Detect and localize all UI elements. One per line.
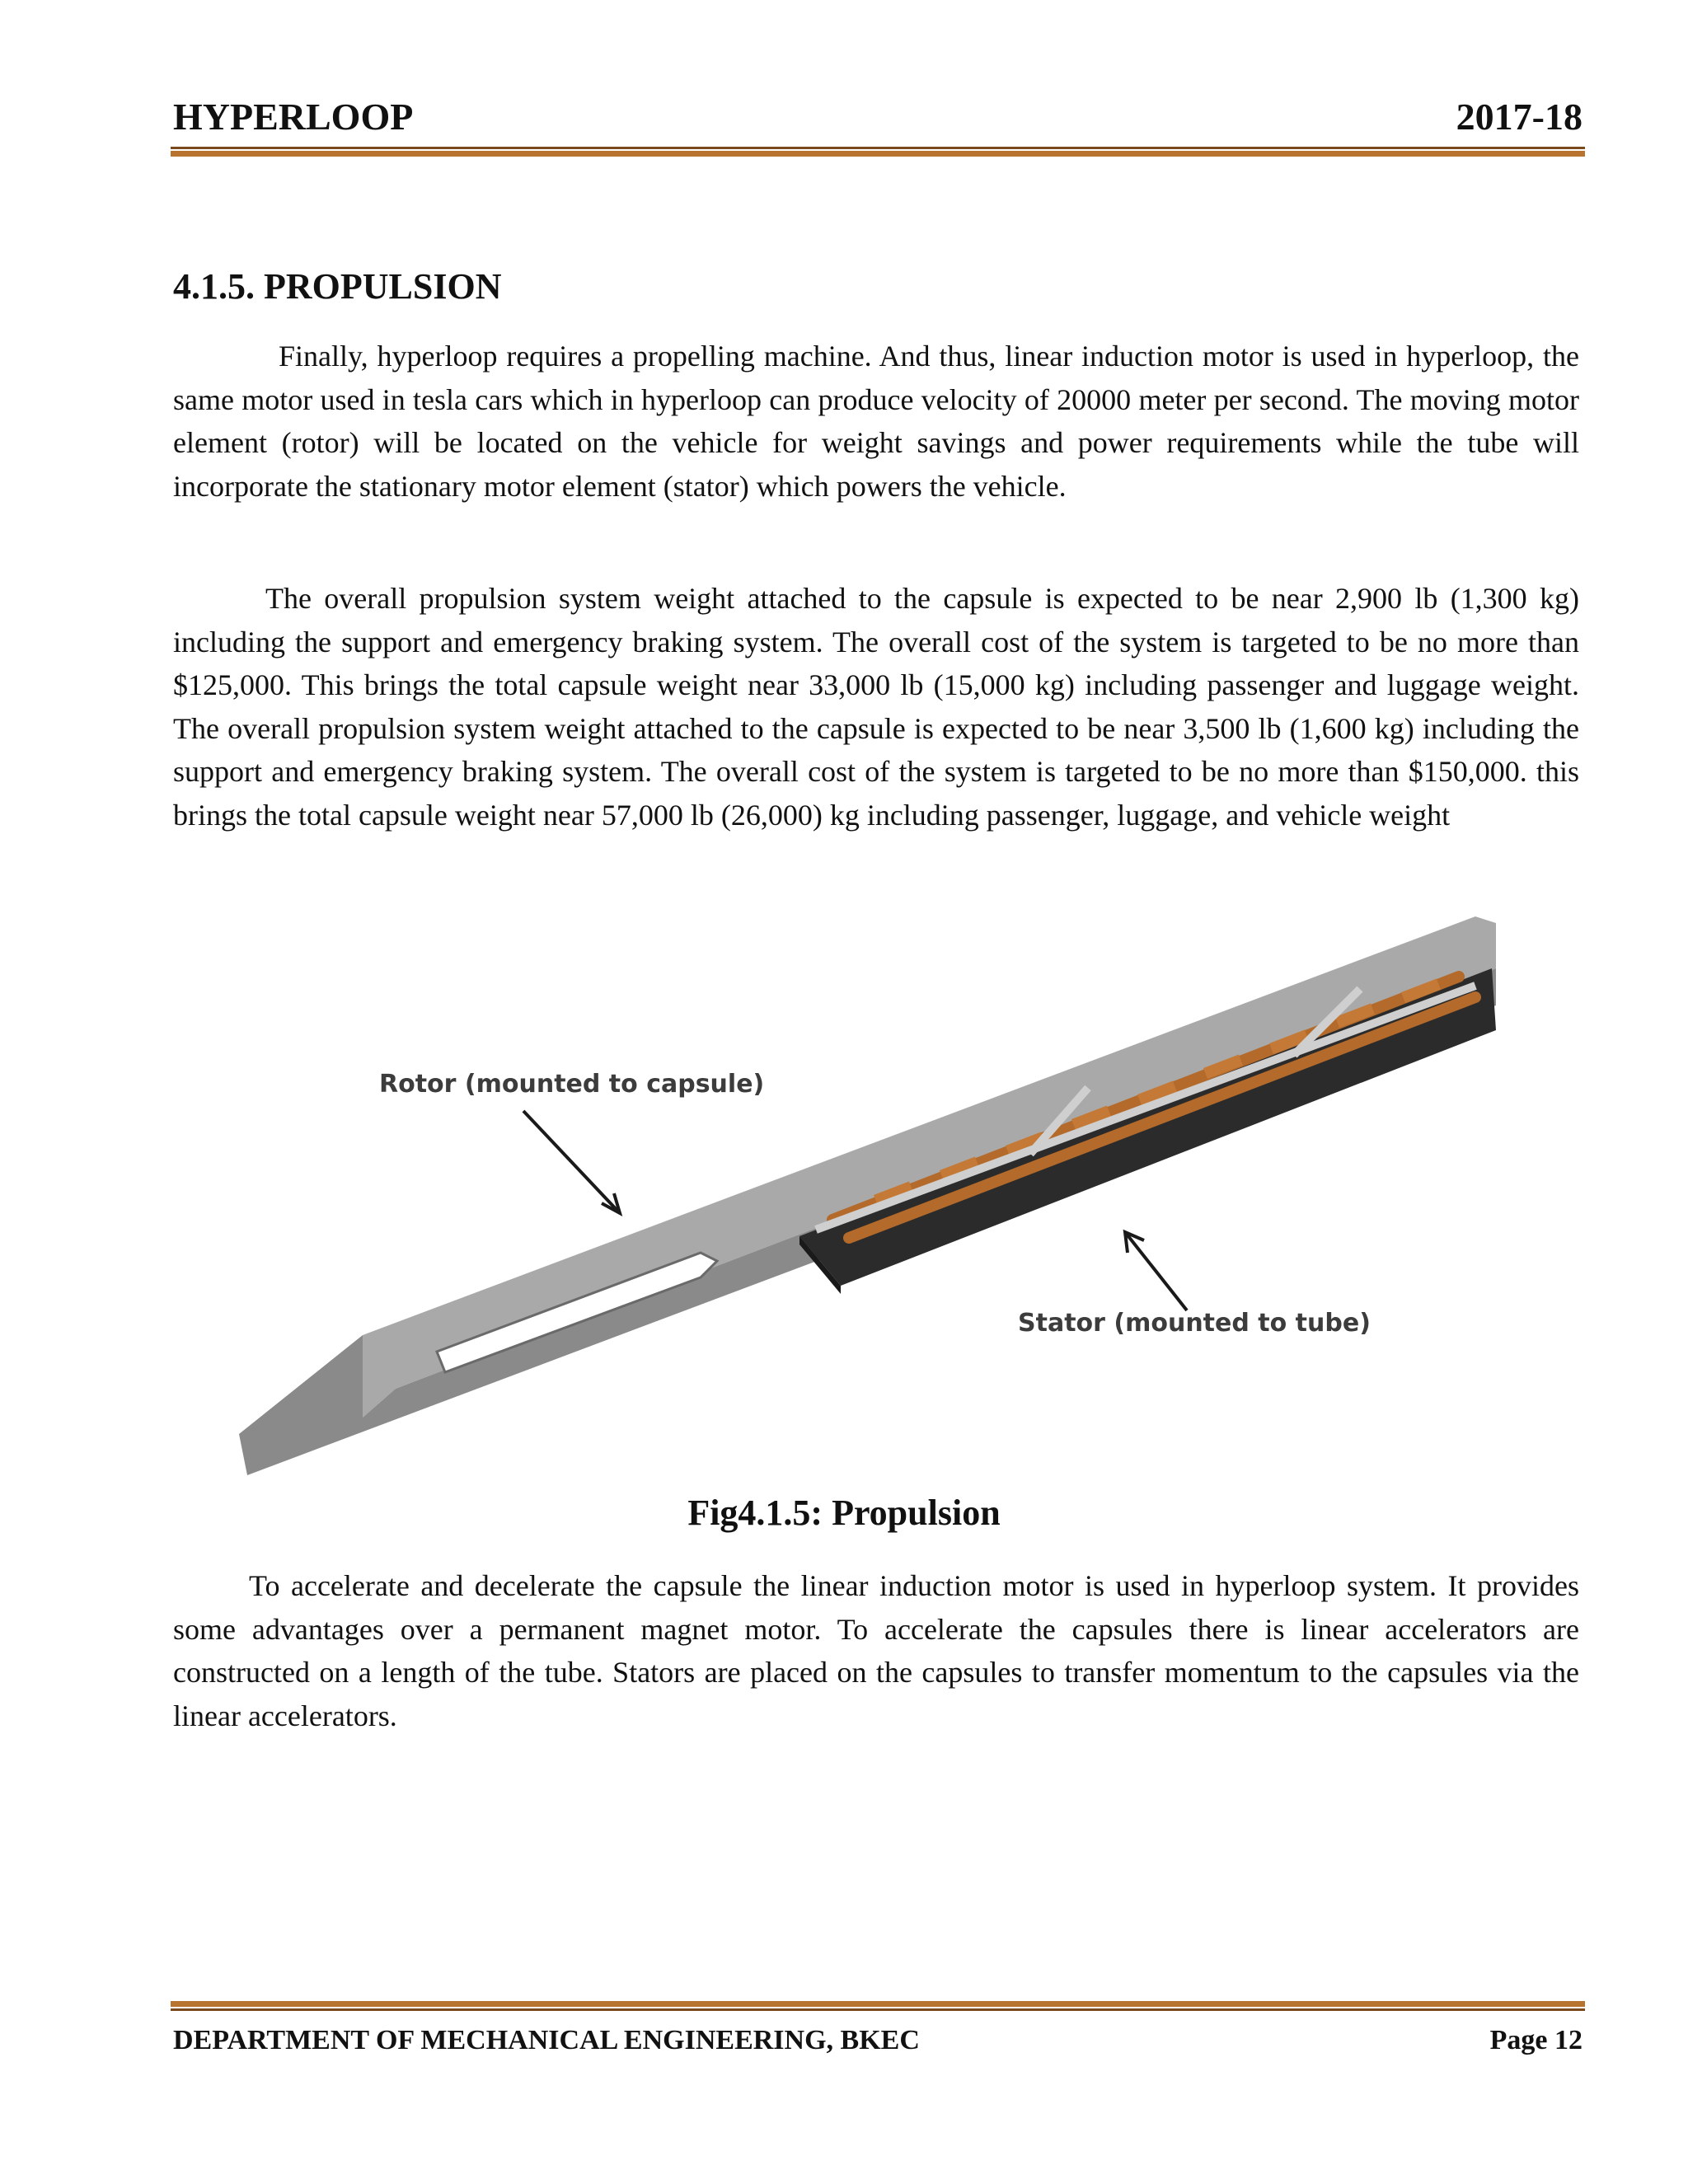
rotor-arrow xyxy=(523,1111,620,1213)
footer-rule xyxy=(171,2001,1585,2011)
footer-rule-thick xyxy=(171,2001,1585,2007)
rotor-label: Rotor (mounted to capsule) xyxy=(379,1070,765,1099)
rotor-rails xyxy=(816,986,1475,1230)
header-rule-thick xyxy=(171,151,1585,157)
section-heading: 4.1.5. PROPULSION xyxy=(173,266,502,307)
stator-coil-teeth xyxy=(874,979,1441,1207)
header-rule-thin xyxy=(171,147,1585,149)
page-number: Page 12 xyxy=(1489,2025,1582,2055)
footer-department: DEPARTMENT OF MECHANICAL ENGINEERING, BKEC xyxy=(173,2025,920,2055)
propulsion-diagram xyxy=(239,907,1525,1475)
paragraph-intro: Finally, hyperloop requires a propelling machine. And thus, linear induction motor is used in hyperloop, the same motor used in tesla cars which in hyperloop can produce velocity of 20000 meter per second. The moving motor element (rotor) will be located on the vehicle for weight savings and power requirements while the tube will incorporate the stationary motor element (stator) which powers the vehicle. xyxy=(173,340,1579,503)
paragraph-acceleration: To accelerate and decelerate the capsule the linear induction motor is used in hyperloop system. It provides some advantages over a permanent magnet motor. To accelerate the capsules there is linear accelerators are constructed on a length of the tube. Stators are placed on the capsules to transfer momentum to the capsules via the linear accelerators. xyxy=(173,1569,1579,1732)
paragraph-weights: The overall propulsion system weight attached to the capsule is expected to be near 2,900 lb (1,300 kg) including the support and emergency braking system. The overall cost of the system is targeted to be no more than $125,000. This brings the total capsule weight near 33,000 lb (15,000 kg) including passenger and luggage weight. The overall propulsion system weight attached to the capsule is expected to be near 3,500 lb (1,600 kg) including the support and emergency braking system. The overall cost of the system is targeted to be no more than $150,000. this brings the total capsule weight near 57,000 lb (26,000) kg including passenger, luggage, and vehicle weight xyxy=(173,582,1579,832)
stator-label: Stator (mounted to tube) xyxy=(1018,1309,1371,1338)
footer-rule-thin xyxy=(171,2008,1585,2011)
document-title: HYPERLOOP xyxy=(173,96,414,138)
header-rule xyxy=(171,147,1585,157)
page-header xyxy=(173,92,1582,142)
page-footer xyxy=(173,2018,1582,2064)
stator-arrow xyxy=(1125,1232,1187,1310)
figure-caption: Fig4.1.5: Propulsion xyxy=(687,1493,1001,1533)
propulsion-figure xyxy=(239,907,1525,1475)
document-year: 2017-18 xyxy=(1456,96,1582,138)
